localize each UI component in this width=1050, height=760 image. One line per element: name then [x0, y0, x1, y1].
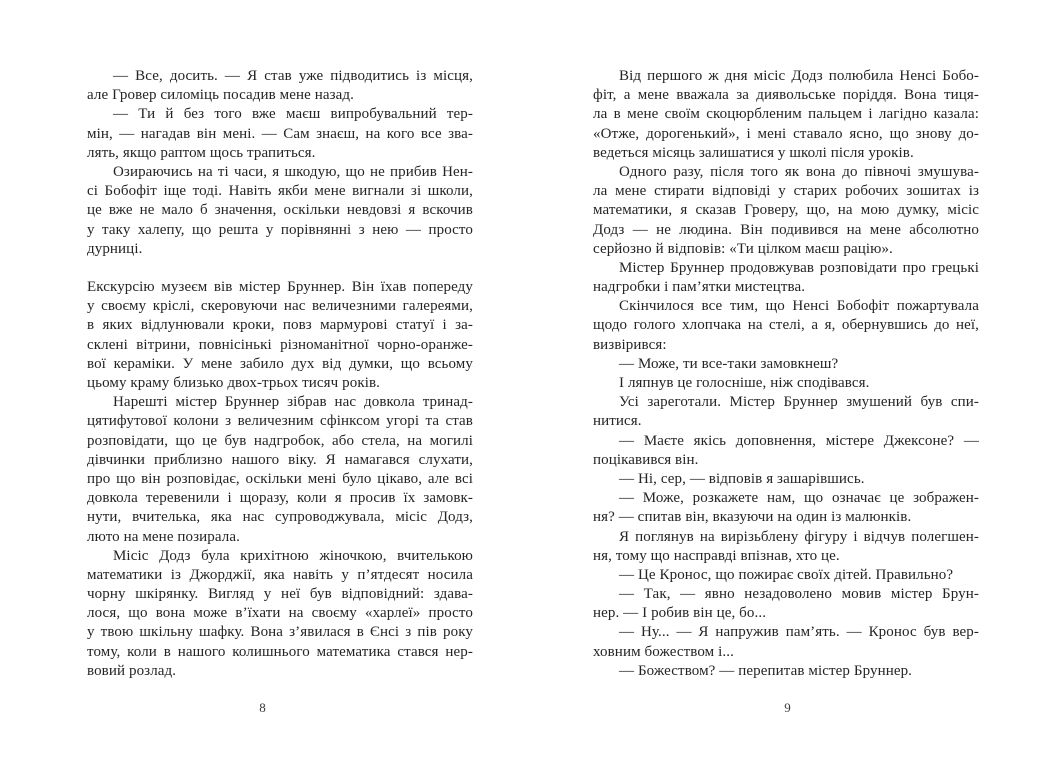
- text-line: лося, що вона може в’їхати на своєму «харлеї» просто: [87, 605, 473, 622]
- paragraph: [593, 259, 979, 297]
- text-line: дурниці.: [87, 240, 143, 257]
- text-line: у своєму кріслі, скеровуючи нас величезними галереями,: [87, 298, 473, 315]
- text-line: І ляпнув це голосніше, ніж сподівався.: [619, 375, 870, 391]
- text-line: — Ну... — Я напружив пам’ять. — Кронос був вер-: [619, 624, 979, 641]
- text-line: — Може, ти все-таки замовкнеш?: [619, 355, 839, 372]
- paragraph: [593, 393, 979, 431]
- paragraph: [593, 623, 979, 661]
- text-line: Додз — не людина. Він подивився на мене абсолютно: [593, 221, 979, 238]
- text-line: Місіс Додз була крихітною жіночкою, вчителькою: [113, 547, 473, 564]
- text-line: мін, — нагадав він мені. — Сам знаєш, на кого все зва-: [87, 125, 473, 142]
- text-line: чорну шкірянку. Вигляд у неї був відповідний: здава-: [87, 586, 473, 603]
- text-line: — Божеством? — перепитав містер Бруннер.: [619, 662, 913, 679]
- text-line: дівчинки приблизно нашого віку. Я намагався слухати,: [87, 451, 473, 468]
- text-line: нитися.: [593, 413, 642, 430]
- paragraph: [593, 566, 979, 585]
- text-line: математики із Джорджії, яка навіть у п’ятдесят носила: [87, 566, 473, 583]
- text-line: — Ні, сер, — відповів я зашарівшись.: [619, 470, 865, 487]
- text-line: «Отже, дорогенький», і мені ставало ясно, що знову до-: [593, 125, 979, 142]
- page-number-left: 8: [259, 700, 266, 715]
- paragraph: [593, 374, 979, 393]
- text-line: Скінчилося все тим, що Ненсі Бобофіт пожартувала: [619, 298, 979, 315]
- text-line: лять, якщо раптом щось трапиться.: [87, 144, 316, 161]
- text-line: — Може, розкажете нам, що означає це зображен-: [619, 490, 979, 507]
- text-line: серйозно й відповів: «Ти цілком маєш рацію».: [593, 240, 893, 257]
- text-line: в яких відлунювали кроки, повз мармурові статуї і за-: [87, 317, 473, 334]
- text-line: Нарешті містер Бруннер зібрав нас довкола тринад-: [113, 394, 473, 411]
- text-line: Усі зареготали. Містер Бруннер змушений був спи-: [619, 394, 979, 411]
- page-right-text: [593, 67, 979, 681]
- text-line: Я поглянув на вирізьблену фігуру і відчув полегшен-: [619, 528, 979, 545]
- text-line: Озираючись на ті часи, я шкодую, що не прибив Нен-: [113, 163, 473, 180]
- text-line: ла мене стирати відповіді у старих робочих зошитах із: [593, 183, 979, 200]
- text-line: вої кераміки. У мене забило дух від думки, що всьому: [87, 355, 473, 372]
- page-left-text: [87, 67, 473, 681]
- paragraph: [593, 470, 979, 489]
- paragraph: [593, 662, 979, 681]
- text-line: — Маєте якісь доповнення, містере Джексоне? —: [619, 432, 979, 449]
- paragraph: [593, 297, 979, 355]
- text-line: Від першого ж дня місіс Додз полюбила Ненсі Бобо-: [619, 68, 979, 84]
- paragraph: [87, 278, 473, 393]
- paragraph: [593, 432, 979, 470]
- text-line: ховним божеством і...: [593, 643, 734, 660]
- text-line: — Так, — явно незадоволено мовив містер Брун-: [619, 586, 979, 603]
- paragraph: [593, 355, 979, 374]
- text-line: ла в мене своїм скоцюрбленим пальцем і лагідно казала:: [593, 106, 979, 123]
- text-line: у таку халепу, що решта у порівнянні з нею — просто: [87, 221, 473, 238]
- text-line: визвірився:: [593, 336, 667, 353]
- text-line: — Ти й без того вже маєш випробувальний тер-: [113, 106, 473, 123]
- text-line: надгробки і пам’ятки мистецтва.: [593, 279, 806, 296]
- text-line: це вже не мало б значення, оскільки невдовзі я вскочив: [87, 202, 473, 219]
- page-number-right: 9: [784, 700, 791, 715]
- paragraph: [87, 547, 473, 681]
- text-line: ня? — спитав він, вказуючи на один із малюнків.: [593, 509, 912, 526]
- text-line: Екскурсію музеєм вів містер Бруннер. Він їхав попереду: [87, 279, 473, 296]
- text-line: нер. — І робив він це, бо...: [593, 605, 767, 622]
- text-line: цятифутової колони з величезним сфінксом угорі та став: [87, 413, 473, 430]
- text-line: склені вітрини, повнісінькі різноманітної чорно-оранже-: [87, 336, 473, 353]
- text-line: тому, коли в нашого колишнього математика стався нер-: [87, 643, 473, 660]
- text-line: але Гровер силоміць посадив мене назад.: [87, 87, 355, 104]
- paragraph: [593, 489, 979, 527]
- paragraph: [87, 67, 473, 105]
- text-line: математики, я сказав Гроверу, що, на мою думку, місіс: [593, 202, 979, 219]
- paragraph: [593, 585, 979, 623]
- text-line: щодо голого хлопчака на стелі, а я, обернувшись до неї,: [593, 317, 979, 334]
- text-line: вовий розлад.: [87, 662, 177, 679]
- text-line: — Все, досить. — Я став уже підводитись із місця,: [113, 68, 473, 84]
- paragraph: [593, 528, 979, 566]
- paragraph: [593, 163, 979, 259]
- text-line: цьому краму близько двох-трьох тисяч років.: [87, 375, 381, 391]
- text-line: нути, вчителька, яка нас супроводжувала, місіс Додз,: [87, 509, 473, 526]
- paragraph: [593, 67, 979, 163]
- text-line: Одного разу, після того як вона до півночі змушува-: [619, 163, 979, 180]
- text-line: фіт, а мене вважала за диявольське поріддя. Вона тиця-: [593, 87, 979, 104]
- paragraph: [87, 163, 473, 259]
- paragraph: [87, 105, 473, 163]
- text-line: — Це Кронос, що пожирає своїх дітей. Правильно?: [619, 566, 954, 583]
- text-line: поцікавився він.: [593, 451, 699, 468]
- text-line: ведеться місяць залишатися у школі після уроків.: [593, 144, 914, 161]
- text-line: люто на мене позирала.: [87, 528, 240, 545]
- text-line: довкола теревенили і щоразу, коли я просив їх замовк-: [87, 490, 473, 507]
- text-line: сі Бобофіт іще тоді. Навіть якби мене вигнали зі школи,: [87, 183, 473, 200]
- text-line: Містер Бруннер продовжував розповідати про грецькі: [619, 259, 979, 276]
- text-line: у твою шкільну шафку. Вона з’явилася в Єнсі з пів року: [87, 624, 473, 641]
- text-line: про що він розповідає, оскільки мені було цікаво, але всі: [87, 470, 473, 487]
- paragraph: [87, 393, 473, 547]
- text-line: розповідати, що це був надгробок, або стела, на могилі: [87, 432, 473, 449]
- text-line: ня, тому що насправді впізнав, хто це.: [593, 547, 840, 564]
